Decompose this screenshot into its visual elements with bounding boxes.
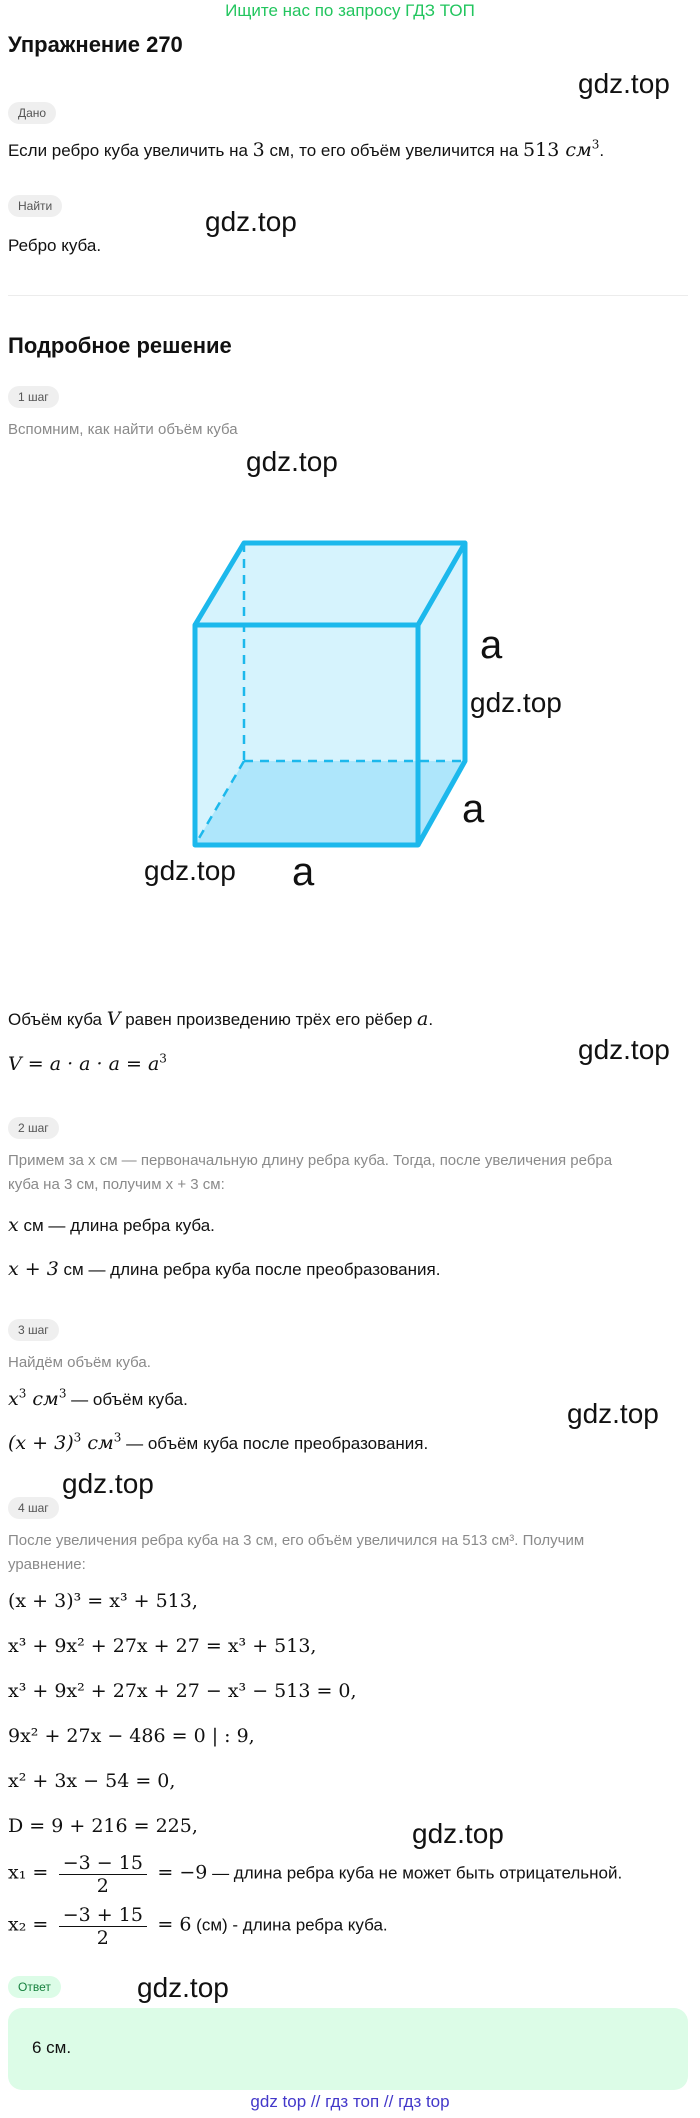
step2-line-2: x + 3 см — длина ребра куба после преобразования. <box>8 1258 441 1280</box>
watermark: gdz.top <box>205 206 297 237</box>
edge-label-height: a <box>480 623 503 667</box>
root-x1: x₁ = $\frac{-3 - 15}{2}$ = −9 — длина ребра куба не может быть отрицательной. <box>8 1852 623 1897</box>
watermark: gdz.top <box>567 1398 659 1429</box>
equation-5: x² + 3x − 54 = 0, <box>8 1770 176 1792</box>
answer-text: 6 см. <box>32 2038 72 2057</box>
equation-6: D = 9 + 216 = 225, <box>8 1815 198 1837</box>
watermark: gdz.top <box>144 855 236 886</box>
answer-badge: Ответ <box>8 1976 61 1998</box>
step2-hint-2: куба на 3 см, получим x + 3 см: <box>8 1176 225 1193</box>
root-x2: x₂ = $\frac{-3 + 15}{2}$ = 6 (см) - длина ребра куба. <box>8 1904 388 1949</box>
step3-hint: Найдём объём куба. <box>8 1354 151 1371</box>
footer-links[interactable]: gdz top // гдз топ // гдз top <box>250 2092 450 2111</box>
watermark: gdz.top <box>62 1468 154 1499</box>
step2-line-1: x см — длина ребра куба. <box>8 1214 215 1236</box>
solution-title: Подробное решение <box>8 333 232 358</box>
given-text: Если ребро куба увеличить на 3 см, то его объём увеличится на 513 $см^3$. <box>8 137 605 161</box>
step2-hint-1: Примем за x см — первоначальную длину ребра куба. Тогда, после увеличения ребра <box>8 1152 613 1169</box>
edge-label-depth: a <box>462 787 485 831</box>
step4-hint-1: После увеличения ребра куба на 3 см, его объём увеличился на 513 см³. Получим <box>8 1532 585 1549</box>
watermark: gdz.top <box>578 1034 670 1065</box>
watermark: gdz.top <box>578 68 670 99</box>
edge-label-width: a <box>292 850 315 894</box>
step1-formula: $V = a \cdot a \cdot a = a^3$ <box>8 1051 167 1075</box>
step4-badge: 4 шаг <box>8 1497 59 1519</box>
step4-hint-2: уравнение: <box>8 1556 86 1573</box>
given-badge: Дано <box>8 102 56 124</box>
step1-text: Объём куба V равен произведению трёх его рёбер a. <box>8 1008 434 1030</box>
step3-badge: 3 шаг <box>8 1319 59 1341</box>
watermark: gdz.top <box>246 446 338 477</box>
top-banner[interactable]: Ищите нас по запросу ГДЗ ТОП <box>225 1 475 20</box>
equation-2: x³ + 9x² + 27x + 27 = x³ + 513, <box>8 1635 317 1657</box>
equation-1: (x + 3)³ = x³ + 513, <box>8 1590 198 1612</box>
watermark: gdz.top <box>412 1818 504 1849</box>
watermark: gdz.top <box>470 687 562 718</box>
step1-hint: Вспомним, как найти объём куба <box>8 421 238 438</box>
exercise-title: Упражнение 270 <box>8 32 183 57</box>
step2-badge: 2 шаг <box>8 1117 59 1139</box>
step3-line-2: $(x + 3)^3$ $см^3$ — объём куба после преобразования. <box>8 1430 429 1454</box>
equation-4: 9x² + 27x − 486 = 0 | : 9, <box>8 1725 255 1747</box>
answer-box <box>8 2008 688 2090</box>
watermark: gdz.top <box>137 1972 229 2003</box>
section-divider <box>8 295 688 296</box>
step3-line-1: $x^3$ $см^3$ — объём куба. <box>8 1386 188 1410</box>
equation-3: x³ + 9x² + 27x + 27 − x³ − 513 = 0, <box>8 1680 357 1702</box>
step1-badge: 1 шаг <box>8 386 59 408</box>
find-badge: Найти <box>8 195 62 217</box>
cube-diagram <box>0 520 700 900</box>
find-text: Ребро куба. <box>8 236 102 255</box>
